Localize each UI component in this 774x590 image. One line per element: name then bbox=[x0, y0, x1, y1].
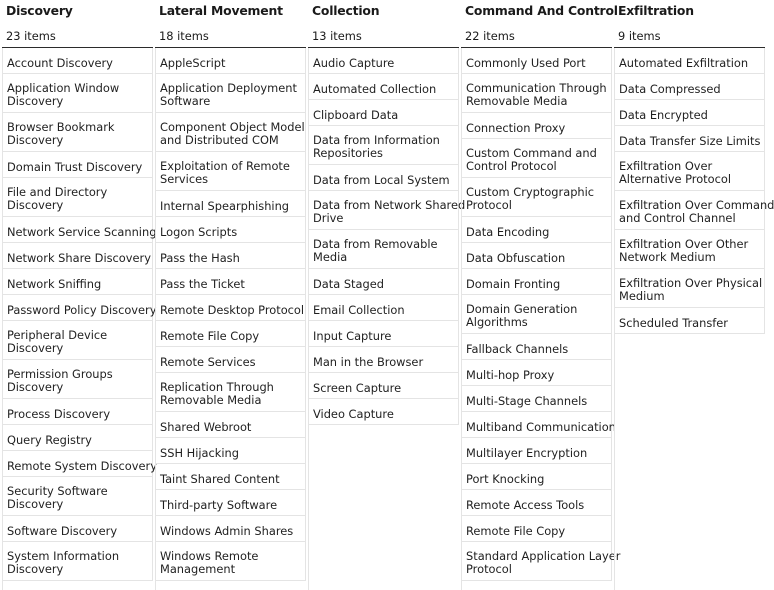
technique-cell[interactable] bbox=[3, 425, 153, 451]
technique-cell[interactable] bbox=[309, 321, 459, 347]
technique-cell[interactable] bbox=[3, 516, 153, 542]
technique-cell[interactable] bbox=[156, 243, 306, 269]
technique-cell[interactable] bbox=[309, 165, 459, 191]
technique-label: Discovery bbox=[7, 94, 64, 108]
technique-label: Software Discovery bbox=[7, 524, 118, 538]
technique-label: Video Capture bbox=[313, 407, 394, 421]
technique-cell[interactable] bbox=[156, 438, 306, 464]
technique-label: Domain Trust Discovery bbox=[7, 160, 143, 174]
technique-label: File and Directory bbox=[7, 185, 108, 199]
technique-label: Third-party Software bbox=[160, 498, 278, 512]
technique-cell[interactable] bbox=[615, 308, 765, 334]
technique-label: Repositories bbox=[313, 146, 383, 160]
technique-cell[interactable] bbox=[462, 217, 612, 243]
technique-label: Standard Application Layer bbox=[466, 549, 621, 563]
technique-cell[interactable] bbox=[156, 152, 306, 191]
technique-label: Port Knocking bbox=[466, 472, 545, 486]
technique-cell[interactable] bbox=[462, 74, 612, 113]
technique-cell[interactable] bbox=[3, 217, 157, 243]
technique-cell[interactable] bbox=[615, 100, 765, 126]
technique-cell[interactable] bbox=[156, 412, 306, 438]
technique-label: Domain Generation bbox=[466, 302, 578, 316]
technique-label: Protocol bbox=[466, 198, 512, 212]
technique-label: Discovery bbox=[7, 380, 64, 394]
technique-label: Multi-hop Proxy bbox=[466, 368, 555, 382]
technique-label: Logon Scripts bbox=[160, 225, 238, 239]
technique-cell[interactable] bbox=[3, 113, 153, 152]
technique-label: Control Protocol bbox=[466, 159, 557, 173]
technique-cell[interactable] bbox=[3, 542, 153, 581]
technique-label: Query Registry bbox=[7, 433, 92, 447]
technique-label: Data from Network Shared bbox=[313, 198, 466, 212]
technique-label: Discovery bbox=[7, 497, 64, 511]
technique-cell[interactable] bbox=[462, 48, 612, 74]
technique-cell[interactable] bbox=[156, 191, 306, 217]
technique-label: Network Medium bbox=[619, 250, 716, 264]
technique-cell[interactable] bbox=[462, 542, 621, 581]
technique-label: Input Capture bbox=[313, 329, 392, 343]
technique-cell[interactable] bbox=[309, 74, 459, 100]
technique-label: Account Discovery bbox=[7, 56, 113, 70]
technique-cell[interactable] bbox=[3, 477, 153, 516]
technique-label: Medium bbox=[619, 289, 665, 303]
technique-cell[interactable] bbox=[462, 490, 612, 516]
technique-label: Communication Through bbox=[466, 81, 607, 95]
technique-cell[interactable] bbox=[615, 191, 774, 230]
technique-cell[interactable] bbox=[309, 269, 459, 295]
technique-list bbox=[461, 48, 621, 590]
technique-label: Peripheral Device bbox=[7, 328, 108, 342]
technique-label: Data Transfer Size Limits bbox=[619, 134, 761, 148]
technique-cell[interactable] bbox=[309, 100, 459, 126]
technique-cell[interactable] bbox=[309, 347, 459, 373]
technique-cell[interactable] bbox=[309, 48, 459, 74]
technique-cell[interactable] bbox=[462, 178, 612, 217]
technique-cell[interactable] bbox=[156, 347, 306, 373]
technique-cell[interactable] bbox=[156, 217, 306, 243]
technique-list bbox=[155, 48, 306, 590]
technique-cell[interactable] bbox=[462, 386, 612, 412]
technique-label: Windows Admin Shares bbox=[160, 524, 294, 538]
technique-label: Discovery bbox=[7, 562, 64, 576]
technique-cell[interactable] bbox=[156, 113, 306, 152]
tactic-title: Command And Control bbox=[465, 3, 618, 18]
technique-label: Password Policy Discovery bbox=[7, 303, 157, 317]
tactic-column bbox=[308, 0, 466, 590]
technique-label: Exfiltration Over Other bbox=[619, 237, 749, 251]
technique-cell[interactable] bbox=[462, 438, 612, 464]
technique-label: Scheduled Transfer bbox=[619, 316, 728, 330]
technique-label: Remote File Copy bbox=[466, 524, 566, 538]
technique-label: Removable Media bbox=[466, 94, 568, 108]
technique-label: Media bbox=[313, 250, 348, 264]
technique-label: Browser Bookmark bbox=[7, 120, 115, 134]
technique-cell[interactable] bbox=[462, 516, 612, 542]
technique-label: Automated Exfiltration bbox=[619, 56, 749, 70]
technique-label: Shared Webroot bbox=[160, 420, 252, 434]
technique-label: Remote Services bbox=[160, 355, 256, 369]
technique-label: Fallback Channels bbox=[466, 342, 569, 356]
technique-label: Data Encrypted bbox=[619, 108, 708, 122]
technique-cell[interactable] bbox=[156, 269, 306, 295]
technique-cell[interactable] bbox=[462, 464, 612, 490]
technique-label: Protocol bbox=[466, 562, 512, 576]
tactic-column bbox=[155, 0, 306, 590]
technique-cell[interactable] bbox=[309, 191, 466, 230]
tactic-item-count: 13 items bbox=[312, 29, 362, 43]
technique-cell[interactable] bbox=[3, 360, 153, 399]
technique-label: Data from Local System bbox=[313, 173, 450, 187]
technique-label: Permission Groups bbox=[7, 367, 113, 381]
technique-label: Data Compressed bbox=[619, 82, 721, 96]
technique-label: Application Window bbox=[7, 81, 120, 95]
technique-label: Connection Proxy bbox=[466, 121, 566, 135]
technique-label: Software bbox=[160, 94, 211, 108]
technique-list bbox=[308, 48, 466, 590]
technique-cell[interactable] bbox=[3, 295, 157, 321]
technique-label: Exploitation of Remote bbox=[160, 159, 290, 173]
technique-cell[interactable] bbox=[615, 152, 765, 191]
technique-cell[interactable] bbox=[156, 321, 306, 347]
technique-cell[interactable] bbox=[615, 269, 765, 308]
technique-cell[interactable] bbox=[462, 139, 612, 178]
technique-cell[interactable] bbox=[309, 126, 459, 165]
technique-cell[interactable] bbox=[3, 321, 153, 360]
technique-cell[interactable] bbox=[462, 360, 612, 386]
technique-label: Domain Fronting bbox=[466, 277, 561, 291]
technique-label: Exfiltration Over bbox=[619, 159, 713, 173]
technique-label: Network Sniffing bbox=[7, 277, 102, 291]
technique-cell[interactable] bbox=[3, 243, 153, 269]
technique-label: Email Collection bbox=[313, 303, 405, 317]
tactic-title: Collection bbox=[312, 3, 380, 18]
technique-label: Services bbox=[160, 172, 209, 186]
tactic-title: Discovery bbox=[6, 3, 73, 18]
technique-cell[interactable] bbox=[309, 399, 459, 425]
tactic-title: Exfiltration bbox=[618, 3, 694, 18]
technique-cell[interactable] bbox=[309, 373, 459, 399]
technique-cell[interactable] bbox=[3, 48, 153, 74]
technique-label: Discovery bbox=[7, 341, 64, 355]
technique-cell[interactable] bbox=[156, 373, 306, 412]
tactic-column bbox=[2, 0, 157, 590]
technique-cell[interactable] bbox=[615, 48, 765, 74]
technique-label: Remote File Copy bbox=[160, 329, 260, 343]
technique-label: Multiband Communication bbox=[466, 420, 616, 434]
technique-cell[interactable] bbox=[615, 74, 765, 100]
technique-cell[interactable] bbox=[156, 490, 306, 516]
tactic-header bbox=[308, 0, 459, 48]
technique-label: Audio Capture bbox=[313, 56, 395, 70]
tactic-item-count: 9 items bbox=[618, 29, 661, 43]
technique-label: Data Encoding bbox=[466, 225, 550, 239]
technique-label: Application Deployment bbox=[160, 81, 297, 95]
technique-cell[interactable] bbox=[462, 113, 612, 139]
technique-cell[interactable] bbox=[3, 399, 153, 425]
technique-label: Exfiltration Over Physical bbox=[619, 276, 763, 290]
technique-label: Security Software bbox=[7, 484, 108, 498]
technique-cell[interactable] bbox=[462, 295, 612, 334]
technique-cell[interactable] bbox=[3, 178, 153, 217]
technique-label: Management bbox=[160, 562, 236, 576]
technique-label: Data from Information bbox=[313, 133, 440, 147]
technique-label: Multilayer Encryption bbox=[466, 446, 588, 460]
technique-cell[interactable] bbox=[3, 269, 153, 295]
technique-cell[interactable] bbox=[3, 451, 157, 477]
technique-label: Component Object Model bbox=[160, 120, 305, 134]
technique-label: SSH Hijacking bbox=[160, 446, 239, 460]
technique-cell[interactable] bbox=[156, 74, 306, 113]
technique-label: Data Staged bbox=[313, 277, 384, 291]
technique-label: and Control Channel bbox=[619, 211, 736, 225]
technique-cell[interactable] bbox=[3, 74, 153, 113]
technique-list bbox=[2, 48, 157, 590]
technique-label: Pass the Hash bbox=[160, 251, 240, 265]
technique-label: Discovery bbox=[7, 198, 64, 212]
technique-label: Drive bbox=[313, 211, 344, 225]
technique-cell[interactable] bbox=[615, 126, 765, 152]
technique-label: Windows Remote bbox=[160, 549, 259, 563]
technique-label: and Distributed COM bbox=[160, 133, 279, 147]
technique-label: AppleScript bbox=[160, 56, 226, 70]
technique-cell[interactable] bbox=[462, 334, 612, 360]
tactic-item-count: 23 items bbox=[6, 29, 56, 43]
technique-label: Custom Command and bbox=[466, 146, 597, 160]
tactic-column bbox=[614, 0, 774, 590]
technique-cell[interactable] bbox=[462, 269, 612, 295]
technique-cell[interactable] bbox=[462, 412, 616, 438]
technique-label: Removable Media bbox=[160, 393, 262, 407]
tactic-title: Lateral Movement bbox=[159, 3, 283, 18]
tactic-header bbox=[2, 0, 153, 48]
technique-label: Screen Capture bbox=[313, 381, 402, 395]
technique-label: Data Obfuscation bbox=[466, 251, 566, 265]
technique-label: Exfiltration Over Command bbox=[619, 198, 774, 212]
technique-label: Taint Shared Content bbox=[160, 472, 280, 486]
technique-label: Multi-Stage Channels bbox=[466, 394, 588, 408]
technique-label: Alternative Protocol bbox=[619, 172, 732, 186]
technique-label: Network Share Discovery bbox=[7, 251, 151, 265]
technique-label: Remote Desktop Protocol bbox=[160, 303, 305, 317]
tactic-column bbox=[461, 0, 621, 590]
technique-cell[interactable] bbox=[615, 230, 765, 269]
technique-label: Custom Cryptographic bbox=[466, 185, 595, 199]
technique-label: Replication Through bbox=[160, 380, 274, 394]
technique-label: Remote System Discovery bbox=[7, 459, 157, 473]
technique-label: Data from Removable bbox=[313, 237, 438, 251]
technique-cell[interactable] bbox=[156, 516, 306, 542]
technique-cell[interactable] bbox=[309, 230, 459, 269]
technique-label: Man in the Browser bbox=[313, 355, 424, 369]
technique-cell[interactable] bbox=[3, 152, 153, 178]
technique-label: Network Service Scanning bbox=[7, 225, 157, 239]
technique-label: Commonly Used Port bbox=[466, 56, 586, 70]
tactic-header bbox=[155, 0, 306, 48]
technique-label: Pass the Ticket bbox=[160, 277, 245, 291]
tactic-item-count: 22 items bbox=[465, 29, 515, 43]
technique-label: Clipboard Data bbox=[313, 108, 399, 122]
technique-label: Process Discovery bbox=[7, 407, 111, 421]
technique-label: Discovery bbox=[7, 133, 64, 147]
tactic-header bbox=[614, 0, 765, 48]
technique-label: Internal Spearphishing bbox=[160, 199, 290, 213]
technique-cell[interactable] bbox=[156, 464, 306, 490]
technique-cell[interactable] bbox=[156, 295, 306, 321]
technique-cell[interactable] bbox=[309, 295, 459, 321]
technique-label: System Information bbox=[7, 549, 120, 563]
technique-cell[interactable] bbox=[156, 542, 306, 581]
technique-list bbox=[614, 48, 774, 590]
technique-cell[interactable] bbox=[462, 243, 612, 269]
technique-cell[interactable] bbox=[156, 48, 306, 74]
tactic-header bbox=[461, 0, 618, 48]
technique-label: Automated Collection bbox=[313, 82, 437, 96]
technique-label: Remote Access Tools bbox=[466, 498, 585, 512]
technique-label: Algorithms bbox=[466, 315, 528, 329]
tactic-item-count: 18 items bbox=[159, 29, 209, 43]
